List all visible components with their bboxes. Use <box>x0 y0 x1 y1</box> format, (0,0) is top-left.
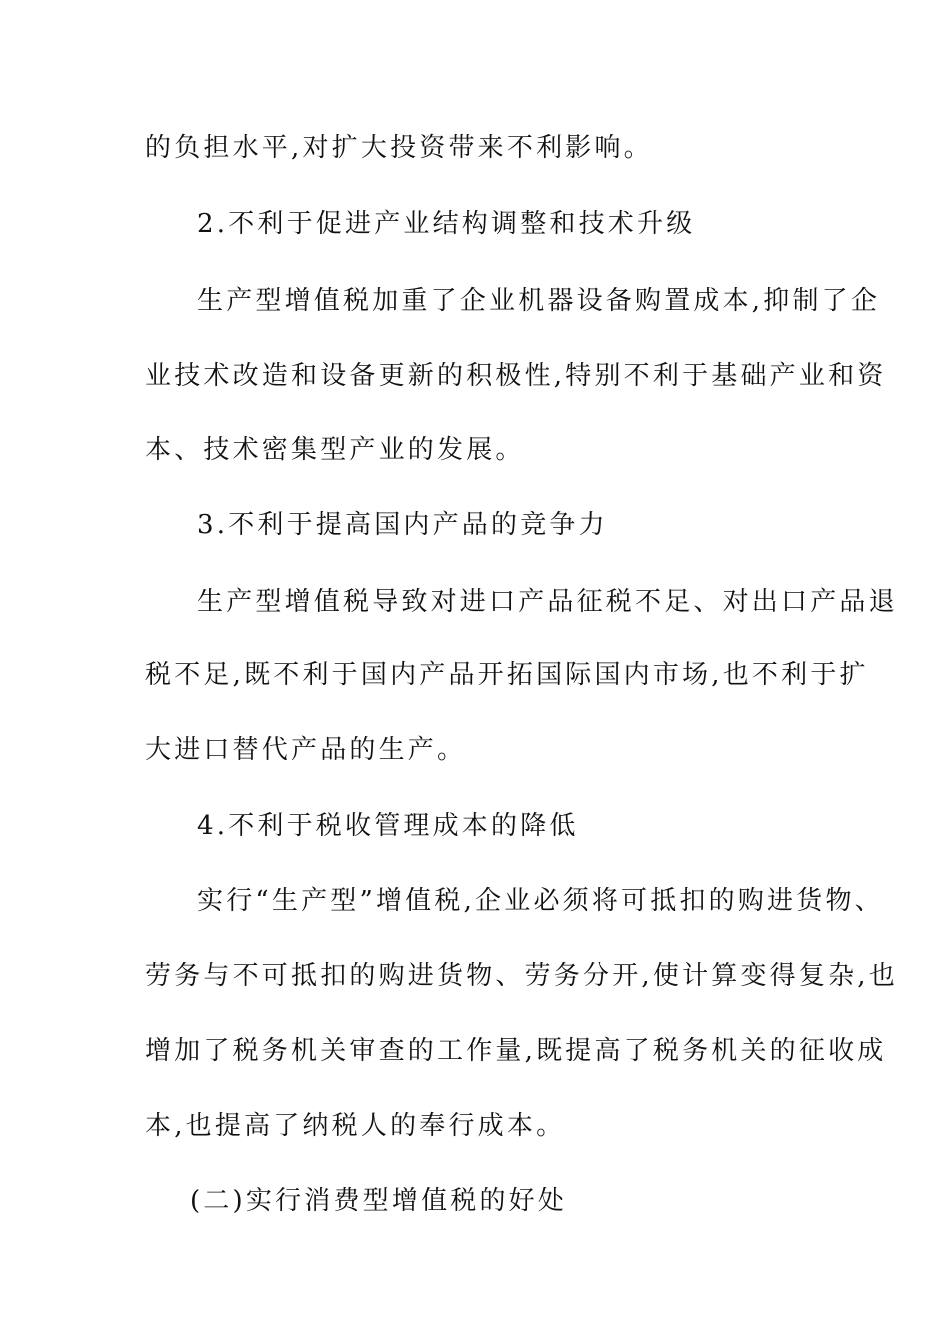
body-text-line: 劳务与不可抵扣的购进货物、劳务分开,使计算变得复杂,也 <box>145 961 898 991</box>
body-text-line: 实行“生产型”增值税,企业必须将可抵扣的购进货物、 <box>197 886 884 916</box>
body-text-line: 生产型增值税导致对进口产品征税不足、对出口产品退 <box>197 587 898 617</box>
body-text-line: 业技术改造和设备更新的积极性,特别不利于基础产业和资 <box>145 361 887 391</box>
body-text-line: 本、技术密集型产业的发展。 <box>145 435 525 465</box>
section-heading: 3.不利于提高国内产品的竞争力 <box>197 510 608 540</box>
body-text-line: 税不足,既不利于国内产品开拓国际国内市场,也不利于扩 <box>145 660 869 690</box>
body-text-line: 的负担水平,对扩大投资带来不利影响。 <box>145 133 653 163</box>
body-text-line: 本,也提高了纳税人的奉行成本。 <box>145 1111 566 1141</box>
section-heading: 4.不利于税收管理成本的降低 <box>197 811 579 841</box>
subsection-heading: (二)实行消费型增值税的好处 <box>190 1186 568 1216</box>
body-text-line: 大进口替代产品的生产。 <box>145 735 467 765</box>
body-text-line: 增加了税务机关审查的工作量,既提高了税务机关的征收成 <box>145 1036 887 1066</box>
section-heading: 2.不利于促进产业结构调整和技术升级 <box>197 209 696 239</box>
body-text-line: 生产型增值税加重了企业机器设备购置成本,抑制了企 <box>197 286 881 316</box>
